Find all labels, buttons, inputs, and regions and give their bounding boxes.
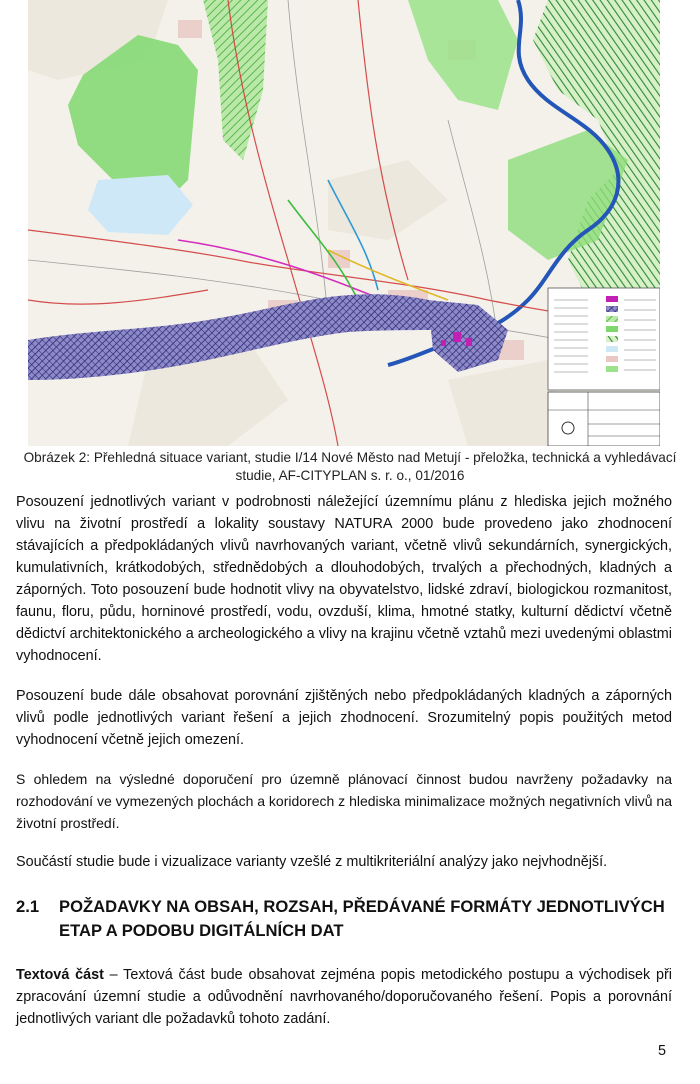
section-number: 2.1 xyxy=(16,897,40,916)
page-number: 5 xyxy=(658,1043,667,1059)
paragraph-assessment: Posouzení jednotlivých variant v podrobnosti náležející územnímu plánu z hlediska jejich možného vlivu na životní prostředí a lokality soustavy NATURA 2000 bude provedeno jako zhodnocení stávajících a předpokládaných vlivů navrhovaných variant, včetně vlivů sekundárních, synergických, kumulativních, krátkodobých, střednědobých a dlouhodobých, trvalých a přechodných, kladných a záporných. Toto posouzení bude hodnotit vlivy na obyvatelstvo, lidské zdraví, biologickou rozmanitost, faunu, floru, půdu, horninové prostředí, vodu, ovzduší, klima, hmotné statky, kulturní dědictví včetně dědictví architektonického a archeologického a vlivy na krajinu včetně vztahů mezi uvedenými oblastmi vyhodnocení. xyxy=(16,494,672,664)
section-heading xyxy=(16,895,684,943)
map-title-block xyxy=(548,392,660,446)
text-part-body: – Textová část bude obsahovat zejména popis metodického postupu a východisek při zpracování územní studie a odůvodnění navrhovaného/doporučovaného řešení. Popis a porovnání jednotlivých variant dle požadavků tohoto zadání. xyxy=(16,967,672,1027)
overview-map xyxy=(28,0,660,446)
map-legend xyxy=(548,288,660,390)
paragraph-requirements: S ohledem na výsledné doporučení pro územně plánovací činnost budou navrženy požadavky na rozhodování ve vymezených plochách a koridorech z hlediska minimalizace možných negativních vlivů na životní prostředí. xyxy=(16,771,672,831)
figure-caption: Obrázek 2: Přehledná situace variant, studie I/14 Nové Město nad Metují - přeložka, technická a vyhledávací studie, AF-CITYPLAN s. r. o., 01/2016 xyxy=(23,450,677,483)
section-title: POŽADAVKY NA OBSAH, ROZSAH, PŘEDÁVANÉ FORMÁTY JEDNOTLIVÝCH ETAP A PODOBU DIGITÁLNÍCH DAT xyxy=(59,897,665,940)
overview-map-figure xyxy=(28,0,660,446)
paragraph-comparison: Posouzení bude dále obsahovat porovnání zjištěných nebo předpokládaných kladných a záporných vlivů podle jednotlivých variant řešení a jejich zhodnocení. Srozumitelný popis použitých metod vyhodnocení včetně jejich omezení. xyxy=(16,688,672,748)
paragraph-visualization: Součástí studie bude i vizualizace varianty vzešlé z multikriteriální analýzy jako nejvhodnější. xyxy=(16,854,608,870)
paragraph-text-part xyxy=(16,964,672,1030)
text-part-label: Textová část xyxy=(16,967,104,983)
